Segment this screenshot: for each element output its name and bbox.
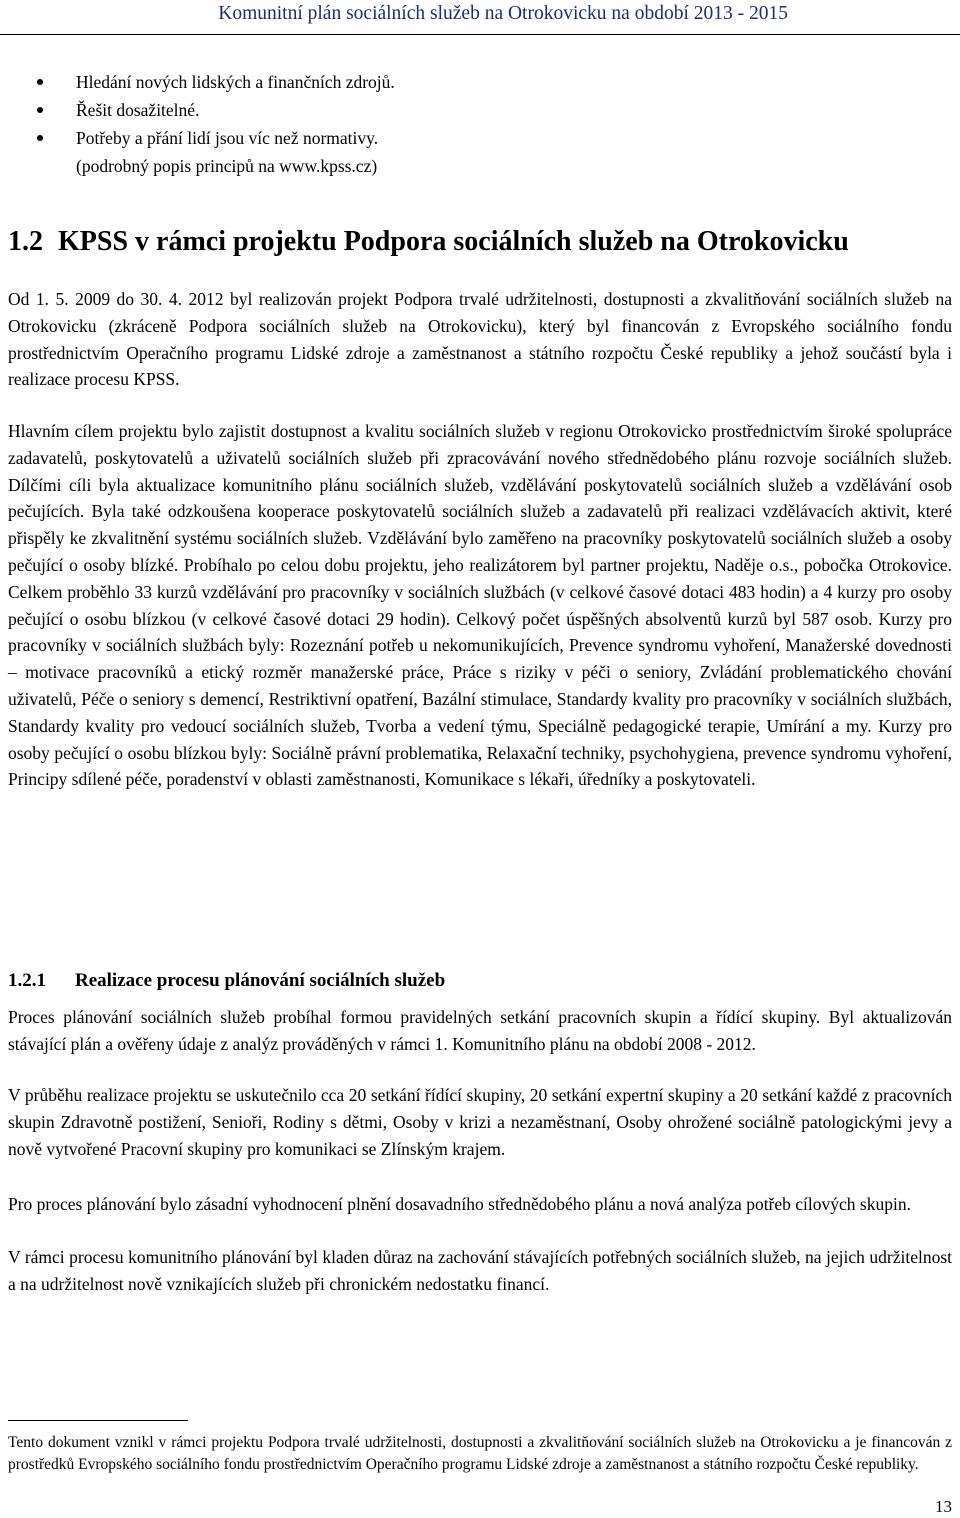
- footer-divider: [8, 1420, 188, 1421]
- footer-note: Tento dokument vznikl v rámci projektu Podpora trvalé udržitelnosti, dostupnosti a zkvalitňování sociálních služeb na Otrokovicku a je financován z prostředků Evropského sociálního fondu prostřednictvím Operačního programu Lidské zdroje a zaměstnanost a státního rozpočtu České republiky.: [8, 1434, 952, 1473]
- list-item: Potřeby a přání lidí jsou víc než normativy.: [0, 124, 960, 152]
- principles-list: [0, 68, 960, 152]
- project-goals-paragraph: Hlavním cílem projektu bylo zajistit dostupnost a kvalitu sociálních služeb v regionu Otrokovicko prostřednictvím široké spolupráce zadavatelů, poskytovatelů a uživatelů sociálních služeb při zpracovávání nového střednědobého plánu rozvoje sociálních služeb. Dílčími cíli byla aktualizace komunitního plánu sociálních služeb, vzdělávání poskytovatelů sociálních služeb a vzdělávání osob pečujících. Byla také odzkoušena kooperace poskytovatelů sociálních služeb a zadavatelů při realizaci vzdělávacích aktivit, které přispěly ke zkvalitnění systému sociálních služeb. Vzdělávání bylo zaměřeno na pracovníky poskytovatelů sociálních služeb a osoby pečující o osoby blízké. Probíhalo po celou dobu projektu, jeho realizátorem byl partner projektu, Naděje o.s., pobočka Otrokovice. Celkem proběhlo 33 kurzů vzdělávání pro pracovníky v sociálních službách (v celkové časové dotaci 483 hodin) a 4 kurzy pro osoby pečující o osobu blízkou (v celkové časové dotaci 29 hodin). Celkový počet úspěšných absolventů kurzů byl 587 osob. Kurzy pro pracovníky v sociálních službách byly: Rozeznání potřeb u nekomunikujících, Prevence syndromu vyhoření, Manažerské dovednosti – motivace pracovníků a etický rozměr manažerské práce, Práce s riziky v péči o seniory, Zvládání problematického chování uživatelů, Péče o seniory s demencí, Restriktivní opatření, Bazální stimulace, Standardy kvality pro pracovníky v sociálních službách, Standardy kvality pro vedoucí sociálních služeb, Tvorba a vedení týmu, Speciálně pedagogické terapie, Umírání a my. Kurzy pro osoby pečující o osobu blízkou byly: Sociálně právní problematika, Relaxační techniky, psychohygiena, prevence syndromu vyhoření, Principy sdílené péče, poradenství v oblasti zaměstnanosti, Komunikace s lékaři, úředníky a poskytovateli.: [8, 421, 952, 790]
- planning-paragraph-3: Pro proces plánování bylo zásadní vyhodnocení plnění dosavadního střednědobého plánu a nová analýza potřeb cílových skupin.: [8, 1194, 911, 1214]
- page-header: [0, 0, 960, 35]
- subsection-heading: [8, 970, 445, 992]
- subsection-title: Realizace procesu plánování sociálních služeb: [75, 970, 446, 991]
- section-heading: [8, 226, 849, 258]
- section-title: KPSS v rámci projektu Podpora sociálních služeb na Otrokovicku: [58, 226, 849, 257]
- bullet-icon: [37, 79, 43, 85]
- page-number: 13: [935, 1497, 952, 1516]
- list-item: Hledání nových lidských a finančních zdrojů.: [0, 68, 960, 96]
- header-title: Komunitní plán sociálních služeb na Otrokovicku na období 2013 - 2015: [218, 3, 788, 24]
- bullet-icon: [37, 107, 43, 113]
- planning-paragraph-4: V rámci procesu komunitního plánování byl kladen důraz na zachování stávajících potřebných sociálních služeb, na jejich udržitelnost a na udržitelnost nově vznikajících služeb při chronickém nedostatku financí.: [8, 1247, 952, 1294]
- bullet-icon: [37, 135, 43, 141]
- list-item: Řešit dosažitelné.: [0, 96, 960, 124]
- planning-paragraph-1: Proces plánování sociálních služeb probíhal formou pravidelných setkání pracovních skupin a řídící skupiny. Byl aktualizován stávající plán a ověřeny údaje z analýz prováděných v rámci 1. Komunitního plánu na období 2008 - 2012.: [8, 1007, 952, 1054]
- planning-paragraph-2: V průběhu realizace projektu se uskutečnilo cca 20 setkání řídící skupiny, 20 setkání expertní skupiny a 20 setkání každé z pracovních skupin Zdravotně postižení, Senioři, Rodiny s dětmi, Osoby v krizi a nezaměstnaní, Osoby ohrožené sociálně patologickými jevy a nově vytvořené Pracovní skupiny pro komunikaci se Zlínským krajem.: [8, 1085, 952, 1159]
- subsection-number: 1.2.1: [8, 970, 46, 991]
- principles-reference: (podrobný popis principů na www.kpss.cz): [76, 156, 378, 176]
- section-number: 1.2: [8, 226, 43, 257]
- project-intro-paragraph: Od 1. 5. 2009 do 30. 4. 2012 byl realizován projekt Podpora trvalé udržitelnosti, dostupnosti a zkvalitňování sociálních služeb na Otrokovicku (zkráceně Podpora sociálních služeb na Otrokovicku), který byl financován z Evropského sociálního fondu prostřednictvím Operačního programu Lidské zdroje a zaměstnanost a státního rozpočtu České republiky a jehož součástí byla i realizace procesu KPSS.: [8, 289, 952, 390]
